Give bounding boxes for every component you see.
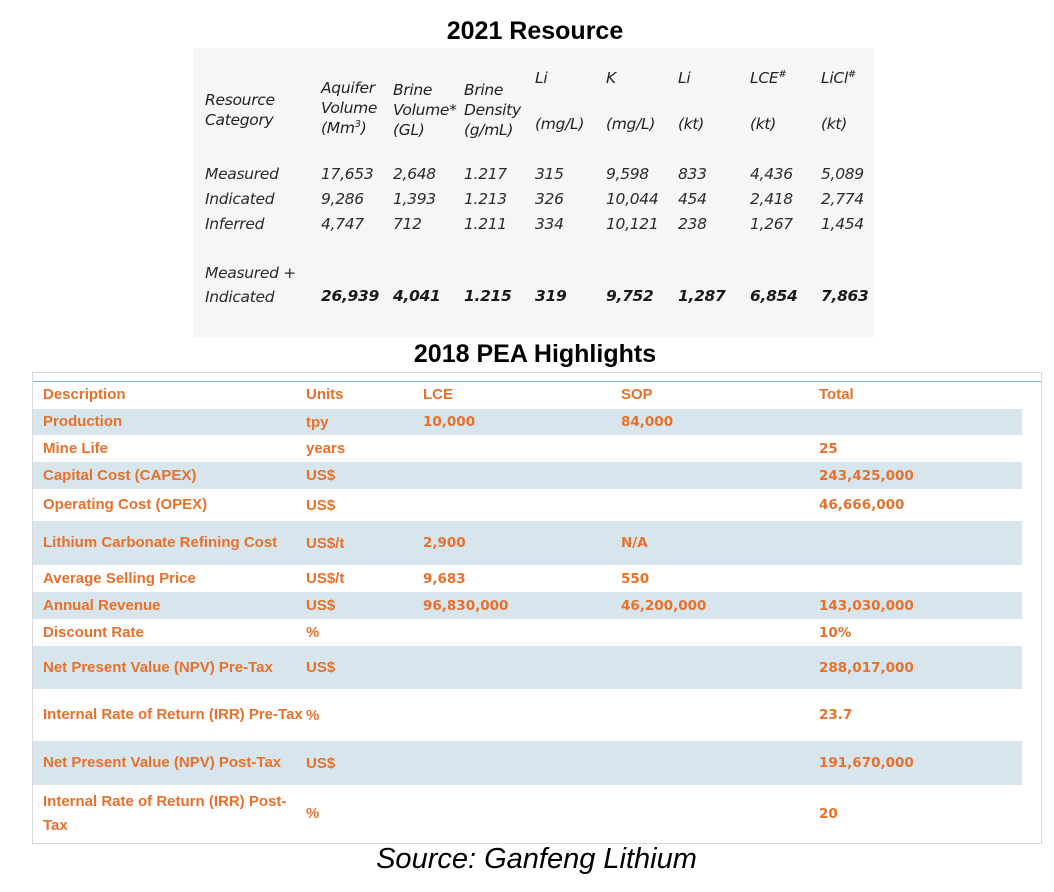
pea-cell: 84,000 — [621, 414, 674, 430]
pea-row — [33, 785, 1022, 842]
cell-value: 9,286 — [321, 190, 364, 208]
pea-header-cell: Total — [819, 386, 854, 403]
pea-cell: 243,425,000 — [819, 467, 914, 484]
pea-cell: Average Selling Price — [43, 569, 196, 587]
total-value: 319 — [535, 287, 567, 305]
pea-header-row — [33, 382, 1022, 407]
pea-cell: 9,683 — [423, 570, 466, 587]
pea-row — [33, 489, 1022, 521]
row-category: Indicated — [205, 190, 275, 208]
pea-cell: N/A — [621, 535, 648, 551]
header-lce-kt: LCE# (kt) — [750, 69, 787, 133]
resource-table — [193, 48, 874, 337]
pea-row — [33, 646, 1022, 689]
cell-value: 334 — [535, 215, 564, 233]
pea-cell: tpy — [306, 413, 329, 431]
pea-cell: 143,030,000 — [819, 597, 914, 614]
header-category: Resource Category — [205, 91, 275, 129]
total-value: 1.215 — [464, 287, 512, 305]
pea-cell: US$ — [306, 754, 336, 772]
pea-cell: US$/t — [306, 570, 345, 587]
pea-cell: 191,670,000 — [819, 755, 914, 771]
cell-value: 2,774 — [821, 190, 864, 208]
pea-cell: US$ — [306, 467, 336, 484]
pea-cell: 2,900 — [423, 535, 466, 551]
cell-value: 1.213 — [464, 190, 507, 208]
cell-value: 2,418 — [750, 190, 793, 208]
total-value: 9,752 — [606, 287, 654, 305]
cell-value: 17,653 — [321, 165, 374, 183]
total-value: 7,863 — [821, 287, 869, 305]
pea-cell: 46,666,000 — [819, 497, 905, 513]
pea-cell: 23.7 — [819, 707, 853, 723]
resource-title: 2021 Resource — [446, 17, 624, 45]
pea-header-cell: SOP — [621, 386, 653, 403]
cell-value: 454 — [678, 190, 707, 208]
pea-row — [33, 619, 1022, 646]
cell-value: 10,044 — [606, 190, 659, 208]
pea-row — [33, 592, 1022, 619]
pea-cell: US$/t — [306, 534, 345, 552]
row-category: Inferred — [205, 215, 265, 233]
pea-cell: 25 — [819, 440, 838, 457]
pea-header-cell: Units — [306, 386, 344, 403]
total-value: 26,939 — [321, 287, 380, 305]
pea-cell: Annual Revenue — [43, 596, 161, 614]
pea-row — [33, 741, 1022, 785]
header-brine-volume: Brine Volume* (GL) — [393, 81, 457, 139]
pea-cell: 20 — [819, 805, 838, 822]
pea-row — [33, 689, 1022, 741]
cell-value: 1.211 — [464, 215, 507, 233]
total-value: 6,854 — [750, 287, 798, 305]
pea-cell: % — [306, 805, 320, 822]
header-licl-kt: LiCl# (kt) — [821, 69, 856, 133]
pea-cell: 46,200,000 — [621, 597, 707, 614]
cell-value: 238 — [678, 215, 707, 233]
header-aquifer-volume: Aquifer Volume (Mm$^3$) — [321, 79, 378, 137]
cell-value: 712 — [393, 215, 422, 233]
cell-value: 10,121 — [606, 215, 659, 233]
pea-cell: Net Present Value (NPV) Post-Tax — [43, 754, 282, 771]
pea-cell: 288,017,000 — [819, 659, 914, 676]
pea-cell: Internal Rate of Return (IRR) Post-Tax — [43, 792, 287, 834]
cell-value: 315 — [535, 165, 564, 183]
pea-cell: Internal Rate of Return (IRR) Pre-Tax — [43, 706, 303, 723]
pea-cell: 550 — [621, 570, 650, 587]
pea-row — [33, 409, 1022, 435]
pea-header-cell: Description — [43, 385, 126, 403]
total-label: Measured + Indicated — [205, 264, 296, 306]
pea-row — [33, 462, 1022, 489]
pea-cell: % — [306, 624, 320, 641]
pea-table — [32, 372, 1042, 844]
pea-title: 2018 PEA Highlights — [413, 340, 657, 368]
cell-value: 1,393 — [393, 190, 436, 208]
header-brine-density: Brine Density (g/mL) — [464, 81, 521, 139]
pea-cell: Net Present Value (NPV) Pre-Tax — [43, 658, 273, 676]
cell-value: 1,454 — [821, 215, 864, 233]
pea-row — [33, 435, 1022, 462]
pea-cell: 10,000 — [423, 414, 476, 430]
pea-cell: US$ — [306, 496, 336, 514]
cell-value: 326 — [535, 190, 564, 208]
pea-header-cell: LCE — [423, 386, 453, 403]
pea-cell: Mine Life — [43, 439, 109, 457]
header-li-kt: Li (kt) — [678, 69, 704, 133]
pea-cell: Discount Rate — [43, 623, 144, 641]
pea-cell: US$ — [306, 597, 336, 614]
row-category: Measured — [205, 165, 279, 183]
cell-value: 2,648 — [393, 165, 436, 183]
total-value: 1,287 — [678, 287, 726, 305]
header-k-mgl: K (mg/L) — [606, 69, 656, 133]
pea-cell: years — [306, 440, 346, 457]
total-value: 4,041 — [393, 287, 441, 305]
pea-cell: Production — [43, 413, 123, 430]
pea-row — [33, 521, 1022, 565]
cell-value: 4,436 — [750, 165, 793, 183]
cell-value: 4,747 — [321, 215, 364, 233]
pea-cell: Lithium Carbonate Refining Cost — [43, 534, 278, 551]
header-li-mgl: Li (mg/L) — [535, 69, 585, 133]
pea-cell: % — [306, 706, 320, 724]
cell-value: 1,267 — [750, 215, 793, 233]
pea-cell: Operating Cost (OPEX) — [43, 496, 208, 513]
cell-value: 1.217 — [464, 165, 507, 183]
cell-value: 5,089 — [821, 165, 864, 183]
cell-value: 833 — [678, 165, 707, 183]
pea-cell: 10% — [819, 624, 852, 641]
pea-row — [33, 565, 1022, 592]
cell-value: 9,598 — [606, 165, 649, 183]
pea-cell: Capital Cost (CAPEX) — [43, 466, 197, 484]
source-caption: Source: Ganfeng Lithium — [376, 843, 697, 875]
pea-cell: US$ — [306, 659, 336, 676]
pea-cell: 96,830,000 — [423, 597, 509, 614]
